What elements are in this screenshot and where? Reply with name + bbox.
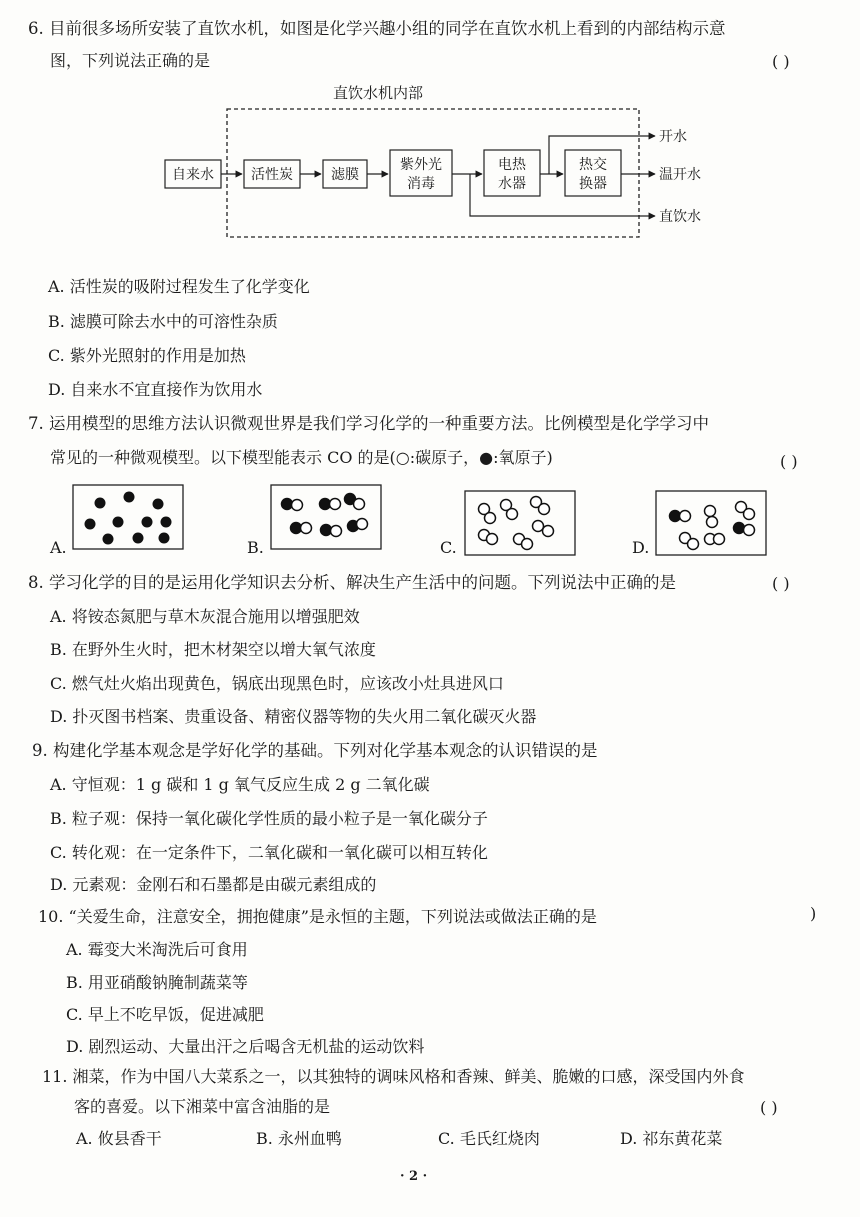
q7-stem-line2: 常见的一种微观模型。以下模型能表示 CO 的是(○:碳原子，●:氧原子) [50,448,553,467]
output-warm-water: 温开水 [659,167,701,183]
node-uv-line2: 消毒 [407,176,435,192]
q7-label-a: A. [50,538,67,557]
q8-stem: 8. 学习化学的目的是运用化学知识去分析、解决生产生活中的问题。下列说法中正确的是 [28,573,676,592]
node-exchanger-line1: 热交 [579,157,607,173]
q7-label-d: D. [632,538,650,557]
output-direct-water: 直饮水 [659,209,701,225]
q9-option-a: A. 守恒观：1 g 碳和 1 g 氧气反应生成 2 g 二氧化碳 [50,775,430,794]
q7-label-c: C. [440,538,457,557]
node-exchanger-line2: 换器 [579,176,607,192]
q11-option-b: B. 永州血鸭 [256,1129,342,1148]
q7-label-b: B. [247,538,264,557]
q6-answer-paren: ( ) [772,52,790,71]
node-uv-line1: 紫外光 [400,157,442,173]
q10-option-b: B. 用亚硝酸钠腌制蔬菜等 [66,973,248,992]
q11-option-c: C. 毛氏红烧肉 [438,1129,540,1148]
q9-option-c: C. 转化观：在一定条件下，二氧化碳和一氧化碳可以相互转化 [50,843,488,862]
q11-option-a: A. 攸县香干 [76,1129,162,1148]
model-b [270,484,382,550]
q8-answer-paren: ( ) [772,574,790,593]
q9-option-b: B. 粒子观：保持一氧化碳化学性质的最小粒子是一氧化碳分子 [50,809,488,828]
q9-stem: 9. 构建化学基本观念是学好化学的基础。下列对化学基本观念的认识错误的是 [32,741,598,760]
q8-option-a: A. 将铵态氮肥与草木灰混合施用以增强肥效 [50,607,360,626]
model-c [464,490,576,556]
water-dispenser-diagram [150,78,740,248]
q6-option-c: C. 紫外光照射的作用是加热 [48,346,246,365]
q7-answer-paren: ( ) [780,452,798,471]
model-a [72,484,184,550]
q6-option-b: B. 滤膜可除去水中的可溶性杂质 [48,312,278,331]
q10-option-c: C. 早上不吃早饭，促进减肥 [66,1005,264,1024]
node-activated-carbon: 活性炭 [251,167,293,183]
q6-option-d: D. 自来水不宜直接作为饮用水 [48,380,263,399]
q9-option-d: D. 元素观：金刚石和石墨都是由碳元素组成的 [50,875,377,894]
q8-option-c: C. 燃气灶火焰出现黄色，锅底出现黑色时，应该改小灶具进风口 [50,674,504,693]
q11-option-d: D. 祁东黄花菜 [620,1129,723,1148]
q7-stem-line1: 7. 运用模型的思维方法认识微观世界是我们学习化学的一种重要方法。比例模型是化学学习中 [28,414,709,433]
q10-answer-paren: ) [810,904,817,923]
node-heater-line2: 水器 [498,176,526,192]
q6-stem-line1: 6. 目前很多场所安装了直饮水机，如图是化学兴趣小组的同学在直饮水机上看到的内部结构示意 [28,19,726,38]
node-filter-membrane: 滤膜 [331,167,359,183]
q8-option-d: D. 扑灭图书档案、贵重设备、精密仪器等物的失火用二氧化碳灭火器 [50,707,537,726]
q10-option-a: A. 霉变大米淘洗后可食用 [66,940,248,959]
q11-answer-paren: ( ) [760,1098,778,1117]
page-number: · 2 · [400,1169,428,1184]
node-heater-line1: 电热 [498,157,526,173]
diagram-title: 直饮水机内部 [333,84,424,102]
q8-option-b: B. 在野外生火时，把木材架空以增大氧气浓度 [50,640,376,659]
q10-option-d: D. 剧烈运动、大量出汗之后喝含无机盐的运动饮料 [66,1037,425,1056]
output-boiling-water: 开水 [659,129,687,145]
model-d [655,490,767,556]
q11-stem-line2: 客的喜爱。以下湘菜中富含油脂的是 [74,1097,331,1116]
q10-stem: 10. “关爱生命，注意安全，拥抱健康”是永恒的主题，下列说法或做法正确的是 [38,907,597,926]
q11-stem-line1: 11. 湘菜，作为中国八大菜系之一，以其独特的调味风格和香辣、鲜美、脆嫩的口感，深受国内外食 [42,1067,745,1086]
q6-stem-line2: 图，下列说法正确的是 [50,51,211,70]
q6-option-a: A. 活性炭的吸附过程发生了化学变化 [48,277,310,296]
node-tap-water: 自来水 [172,167,214,183]
